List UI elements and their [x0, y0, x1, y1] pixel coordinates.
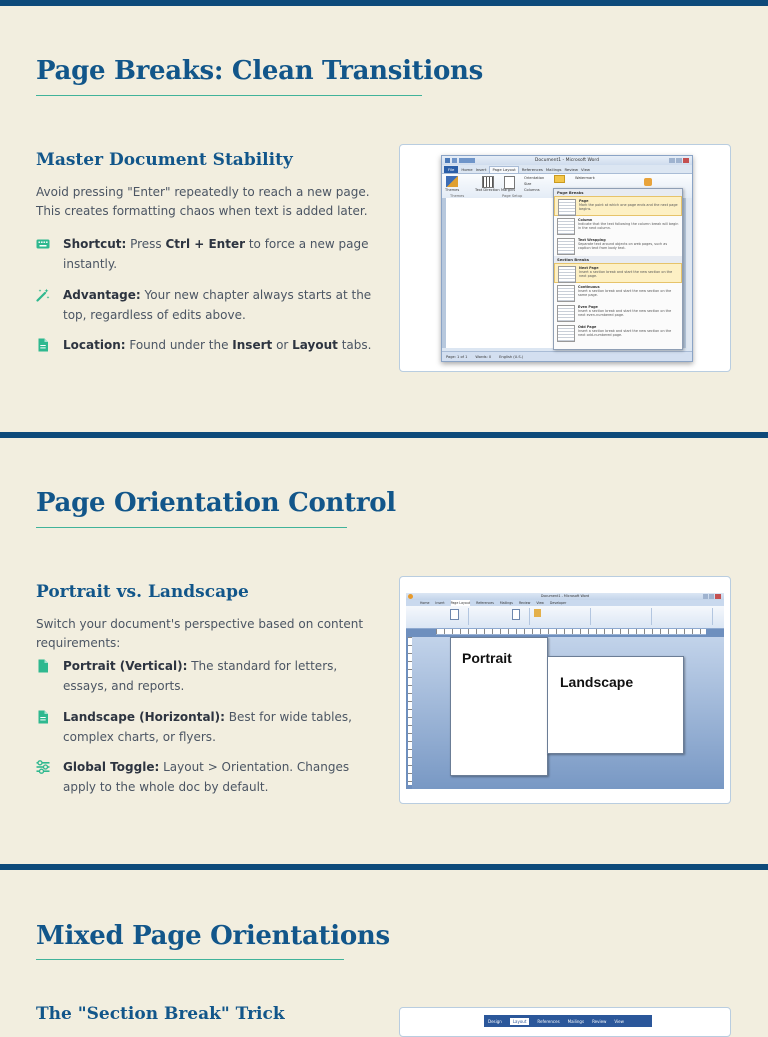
menu-item-title: Column	[578, 218, 593, 222]
layout-tab-text: Layout	[292, 338, 338, 352]
word-window	[441, 155, 693, 362]
size-label: Size	[524, 182, 532, 186]
bullet-label: Advantage:	[63, 288, 141, 302]
window-title: Document1 - Microsoft Word	[534, 158, 600, 163]
title-bar	[406, 593, 724, 600]
landscape-label: Landscape	[560, 674, 634, 690]
bullet-label: Landscape (Horizontal):	[63, 710, 225, 724]
breaks-dropdown-menu	[553, 188, 683, 350]
section-title: Mixed Page Orientations	[36, 921, 390, 951]
section-page-orientation	[0, 432, 768, 864]
tab-review[interactable]: Review	[564, 167, 578, 172]
bullet-location	[36, 336, 376, 356]
document-icon	[36, 338, 50, 352]
title-underline	[36, 95, 422, 96]
title-underline	[36, 527, 347, 528]
keyboard-icon	[36, 237, 50, 251]
menu-item-description: Insert a section break and start the new section on the next odd-numbered page.	[578, 329, 672, 337]
breaks-menu-item[interactable]	[554, 196, 682, 216]
menu-item-description: Separate text around objects on web pages, such as caption text from body text.	[578, 242, 668, 250]
insert-tab-text: Insert	[232, 338, 273, 352]
section-page-breaks	[0, 0, 768, 432]
breaks-menu-item[interactable]	[554, 303, 682, 323]
menu-item-description: Mark the point at which one page ends and the next page begins.	[579, 203, 678, 211]
section-title: Page Breaks: Clean Transitions	[36, 56, 483, 86]
bullet-text: Layout > Orientation. Changes apply to the whole doc by default.	[63, 760, 350, 794]
portrait-page[interactable]	[450, 637, 548, 776]
menu-item-title: Even Page	[578, 305, 598, 309]
window-controls[interactable]	[703, 594, 721, 599]
section-subtitle: The "Section Break" Trick	[36, 1004, 285, 1024]
group-themes: Themes	[450, 194, 465, 198]
themes-label: Themes	[445, 188, 460, 192]
section-top-bar	[0, 864, 768, 870]
page-color-button[interactable]	[644, 178, 652, 186]
tab-references[interactable]: References	[476, 601, 494, 605]
watermark-label: Watermark	[575, 176, 595, 180]
margins-label: Margins	[501, 188, 516, 192]
menu-item-title: Next Page	[579, 266, 599, 270]
menu-header-section-breaks: Section Breaks	[554, 256, 682, 263]
document-icon	[36, 659, 50, 673]
breaks-menu-item[interactable]	[554, 216, 682, 236]
break-type-icon	[557, 285, 575, 302]
tab-page-layout[interactable]: Page Layout	[489, 166, 518, 173]
status-language: English (U.S.)	[499, 354, 524, 359]
bullet-text: Best for wide tables, complex charts, or flyers.	[63, 710, 352, 744]
breaks-button[interactable]	[554, 175, 565, 183]
status-page: Page: 1 of 1	[446, 354, 468, 359]
status-bar	[442, 351, 693, 361]
title-underline	[36, 959, 344, 960]
text-direction-button[interactable]	[482, 176, 494, 188]
tab-references[interactable]: References	[521, 167, 543, 172]
tab-developer[interactable]: Developer	[549, 601, 567, 605]
tab-view[interactable]: View	[581, 167, 591, 172]
screenshot-page-breaks	[399, 144, 731, 372]
section-subtitle: Portrait vs. Landscape	[36, 582, 249, 602]
bullet-label: Location:	[63, 338, 126, 352]
bullet-landscape	[36, 708, 376, 747]
section-top-bar	[0, 432, 768, 438]
margins-button[interactable]	[512, 609, 520, 620]
menu-item-description: Insert a section break and start the new section on the same page.	[578, 289, 672, 297]
tab-page-layout[interactable]: Page Layout	[450, 601, 471, 605]
menu-item-title: Odd Page	[578, 325, 597, 329]
break-type-icon	[557, 305, 575, 322]
ribbon	[406, 606, 724, 629]
document-lines-icon	[36, 710, 50, 724]
bullet-label: Shortcut:	[63, 237, 127, 251]
orientation-label: Orientation	[524, 176, 545, 180]
tab-design[interactable]: Design	[488, 1018, 502, 1024]
columns-label: Columns	[524, 188, 540, 192]
section-title: Page Orientation Control	[36, 488, 396, 518]
bullet-text: to force a new page instantly.	[63, 237, 369, 271]
menu-item-title: Continuous	[578, 285, 600, 289]
tab-home[interactable]: Home	[420, 601, 430, 605]
break-type-icon	[558, 266, 576, 283]
window-controls[interactable]	[669, 158, 689, 163]
bullet-shortcut	[36, 235, 376, 274]
bullet-text: or	[272, 338, 293, 352]
tab-references[interactable]: References	[537, 1018, 560, 1024]
breaks-menu-item[interactable]	[554, 236, 682, 256]
landscape-page[interactable]	[547, 656, 684, 754]
bullet-label: Global Toggle:	[63, 760, 160, 774]
tab-mailings[interactable]: Mailings	[545, 167, 562, 172]
tab-insert[interactable]: Insert	[475, 167, 487, 172]
portrait-label: Portrait	[462, 650, 512, 666]
magic-wand-icon	[36, 288, 50, 302]
section-intro: Switch your document's perspective based on content requirements:	[36, 617, 364, 650]
menu-item-title: Page	[579, 199, 589, 203]
bullet-text: Found under the	[125, 338, 233, 352]
text-direction-label: Text Direction	[475, 188, 500, 192]
breaks-menu-item[interactable]	[554, 283, 682, 303]
title-bar	[442, 156, 692, 165]
menu-items-page-breaks	[554, 196, 682, 256]
menu-item-description: Insert a section break and start the new section on the next page.	[579, 270, 673, 278]
status-words: Words: 0	[475, 354, 492, 359]
breaks-menu-item[interactable]	[554, 263, 682, 283]
orientation-button[interactable]	[450, 609, 459, 620]
menu-item-description: Insert a section break and start the new section on the next even-numbered page.	[578, 309, 672, 317]
tab-review[interactable]: Review	[518, 601, 531, 605]
document-page[interactable]	[446, 198, 554, 348]
menu-item-description: Indicate that the text following the column break will begin in the next column.	[578, 222, 679, 230]
bullet-advantage	[36, 286, 376, 325]
bullet-portrait	[36, 657, 376, 696]
bullet-global-toggle	[36, 758, 376, 797]
tab-mailings[interactable]: Mailings	[499, 601, 513, 605]
section-intro: Avoid pressing "Enter" repeatedly to reach a new page. This creates formatting chaos when text is added later.	[36, 185, 370, 218]
screenshot-orientation	[399, 576, 731, 804]
tab-view[interactable]: View	[536, 601, 544, 605]
bullet-label: Portrait (Vertical):	[63, 659, 188, 673]
break-type-icon	[558, 199, 576, 216]
break-type-icon	[557, 218, 575, 235]
ribbon-tabs	[484, 1015, 652, 1027]
tab-view[interactable]: View	[614, 1018, 624, 1024]
ribbon-tabs	[442, 165, 692, 173]
word-window-2007	[406, 593, 724, 789]
section-subtitle: Master Document Stability	[36, 150, 293, 170]
bullet-text: tabs.	[337, 338, 372, 352]
tab-layout[interactable]: Layout	[510, 1018, 530, 1025]
menu-item-title: Text Wrapping	[578, 238, 606, 242]
shortcut-keys: Ctrl + Enter	[165, 237, 246, 251]
tab-mailings[interactable]: Mailings	[567, 1018, 585, 1024]
menu-items-section-breaks	[554, 263, 682, 343]
break-type-icon	[557, 325, 575, 342]
sliders-icon	[36, 760, 50, 774]
themes-button[interactable]	[446, 176, 458, 187]
break-type-icon	[557, 238, 575, 255]
tab-insert[interactable]: Insert	[435, 601, 445, 605]
ruler	[436, 629, 706, 635]
breaks-menu-item[interactable]	[554, 323, 682, 343]
bullet-text: The standard for letters, essays, and reports.	[63, 659, 338, 693]
menu-header-page-breaks: Page Breaks	[554, 189, 682, 196]
tab-file[interactable]: File	[444, 166, 458, 173]
window-title: Document1 - Microsoft Word	[540, 594, 590, 598]
bullet-text: Your new chapter always starts at the top, regardless of edits above.	[63, 288, 372, 322]
group-page-setup: Page Setup	[502, 194, 523, 198]
vertical-scrollbar[interactable]	[686, 198, 692, 348]
bullet-text: Press	[126, 237, 166, 251]
section-top-bar	[0, 0, 768, 6]
screenshot-section-break	[399, 1007, 731, 1037]
section-mixed-orientations	[0, 864, 768, 1024]
tab-home[interactable]: Home	[461, 167, 473, 172]
page-color-button[interactable]	[534, 609, 541, 617]
tab-review[interactable]: Review	[592, 1018, 607, 1024]
